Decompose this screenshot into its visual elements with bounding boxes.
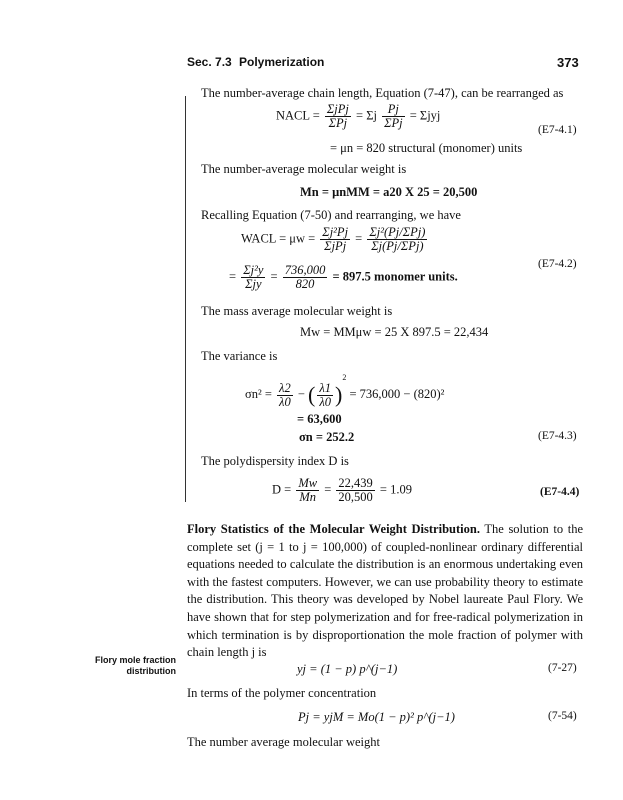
- equation-variance: [245, 373, 444, 409]
- fraction: $\frac{\lambda 2}{\lambda 0}$: [279, 380, 291, 409]
- equation-variance-value: = 63,600: [297, 412, 342, 426]
- equation-sigma: σn = 252.2: [299, 430, 355, 444]
- pdi-text: The polydispersity index D is: [201, 454, 349, 468]
- margin-note: Flory mole fraction distribution: [94, 655, 176, 676]
- mn-text: The number-average molecular weight is: [201, 162, 407, 176]
- fraction: $\frac{22,439}{20,500}$: [338, 476, 373, 504]
- equation-number: (E7-4.4): [540, 486, 580, 498]
- exponent: 2: [342, 373, 347, 382]
- eq-rhs: = 897.5 monomer units.: [332, 269, 458, 284]
- eq-lhs: σn² =: [245, 387, 272, 401]
- flory-heading: Flory Statistics of the Molecular Weight Distribution.: [187, 522, 480, 536]
- equation-e7-4-1: [276, 103, 440, 130]
- section-label: Sec. 7.3: [187, 55, 232, 69]
- flory-body: The solution to the complete set (j = 1 to j = 100,000) of coupled-nonlinear ordinary differential equations needed to calculate the distribution is an enormous undertaking even with the fastest computers. However, we can use probability theory to estimate the distribution. This theory was developed by Nobel laureate Paul Flory. We have shown that for step polymerization and for free-radical polymerization in which termination is by disproportionation the mole fraction of polymer with chain length j is: [187, 522, 583, 660]
- page-number: 373: [557, 55, 579, 70]
- eq-equals: =: [355, 231, 363, 246]
- eq-lhs: D =: [272, 482, 292, 497]
- equation-mn: Mn = μnMM = a20 X 25 = 20,500: [300, 185, 478, 199]
- equation-number: (7-27): [548, 662, 577, 674]
- fraction: $\frac{\text{ΣjPj}}{\text{ΣPj}}$: [326, 102, 349, 130]
- flory-paragraph: [187, 521, 583, 662]
- equation-7-54: Pj = yjM = Mo(1 − p)² p^(j−1): [298, 710, 455, 724]
- terms-text: In terms of the polymer concentration: [187, 686, 377, 700]
- eq-equals: =: [270, 269, 278, 284]
- eq-rhs: = 736,000 − (820)²: [349, 387, 445, 401]
- example-margin-rule: [185, 96, 186, 502]
- fraction: $\frac{\text{Σj²Pj}}{\text{ΣjPj}}$: [322, 225, 349, 253]
- final-text: The number average molecular weight: [187, 735, 380, 749]
- eq-rhs: = Σjyj: [409, 108, 441, 123]
- eq-lhs: WACL = μw =: [241, 231, 316, 246]
- eq-equals: =: [229, 269, 237, 284]
- equation-pdi: [272, 477, 412, 504]
- fraction: $\frac{736,000}{820}$: [284, 263, 326, 291]
- fraction: $\frac{\lambda 1}{\lambda 0}$: [319, 380, 332, 409]
- eq-lhs: NACL =: [276, 108, 320, 123]
- equation-mw: Mw = MMμw = 25 X 897.5 = 22,434: [300, 325, 489, 339]
- section-title: Polymerization: [239, 55, 325, 69]
- eq-rhs: = 1.09: [379, 482, 412, 497]
- variance-text: The variance is: [201, 349, 278, 363]
- right-paren: ): [335, 382, 343, 408]
- equation-7-27: yj = (1 − p) p^(j−1): [297, 662, 398, 676]
- eq-minus: −: [297, 387, 305, 401]
- equation-number: (7-54): [548, 710, 577, 722]
- fraction: $\frac{\text{Σj²y}}{\text{Σjy}}$: [243, 263, 264, 291]
- equation-e7-4-2-line1: [241, 226, 429, 253]
- left-paren: (: [308, 382, 316, 408]
- fraction: $\frac{\text{Σj²(Pj/ΣPj)}}{\text{Σj(Pj/ΣPj)}}$: [369, 225, 426, 253]
- recall-text: Recalling Equation (7-50) and rearranging, we have: [201, 208, 461, 222]
- equation-number: (E7-4.3): [538, 430, 577, 442]
- eq-mid: = Σj: [356, 108, 377, 123]
- fraction: $\frac{Pj}{\text{ΣPj}}$: [384, 102, 403, 130]
- equation-number: (E7-4.2): [538, 258, 577, 270]
- mw-text: The mass average molecular weight is: [201, 304, 393, 318]
- eq-equals: =: [324, 482, 332, 497]
- intro-text: The number-average chain length, Equation (7-47), can be rearranged as: [201, 86, 564, 100]
- equation-number: (E7-4.1): [538, 124, 577, 136]
- equation-mu-n: = μn = 820 structural (monomer) units: [330, 141, 523, 155]
- fraction: $\frac{Mw}{Mn}$: [298, 476, 318, 504]
- equation-e7-4-2-line2: [229, 264, 458, 291]
